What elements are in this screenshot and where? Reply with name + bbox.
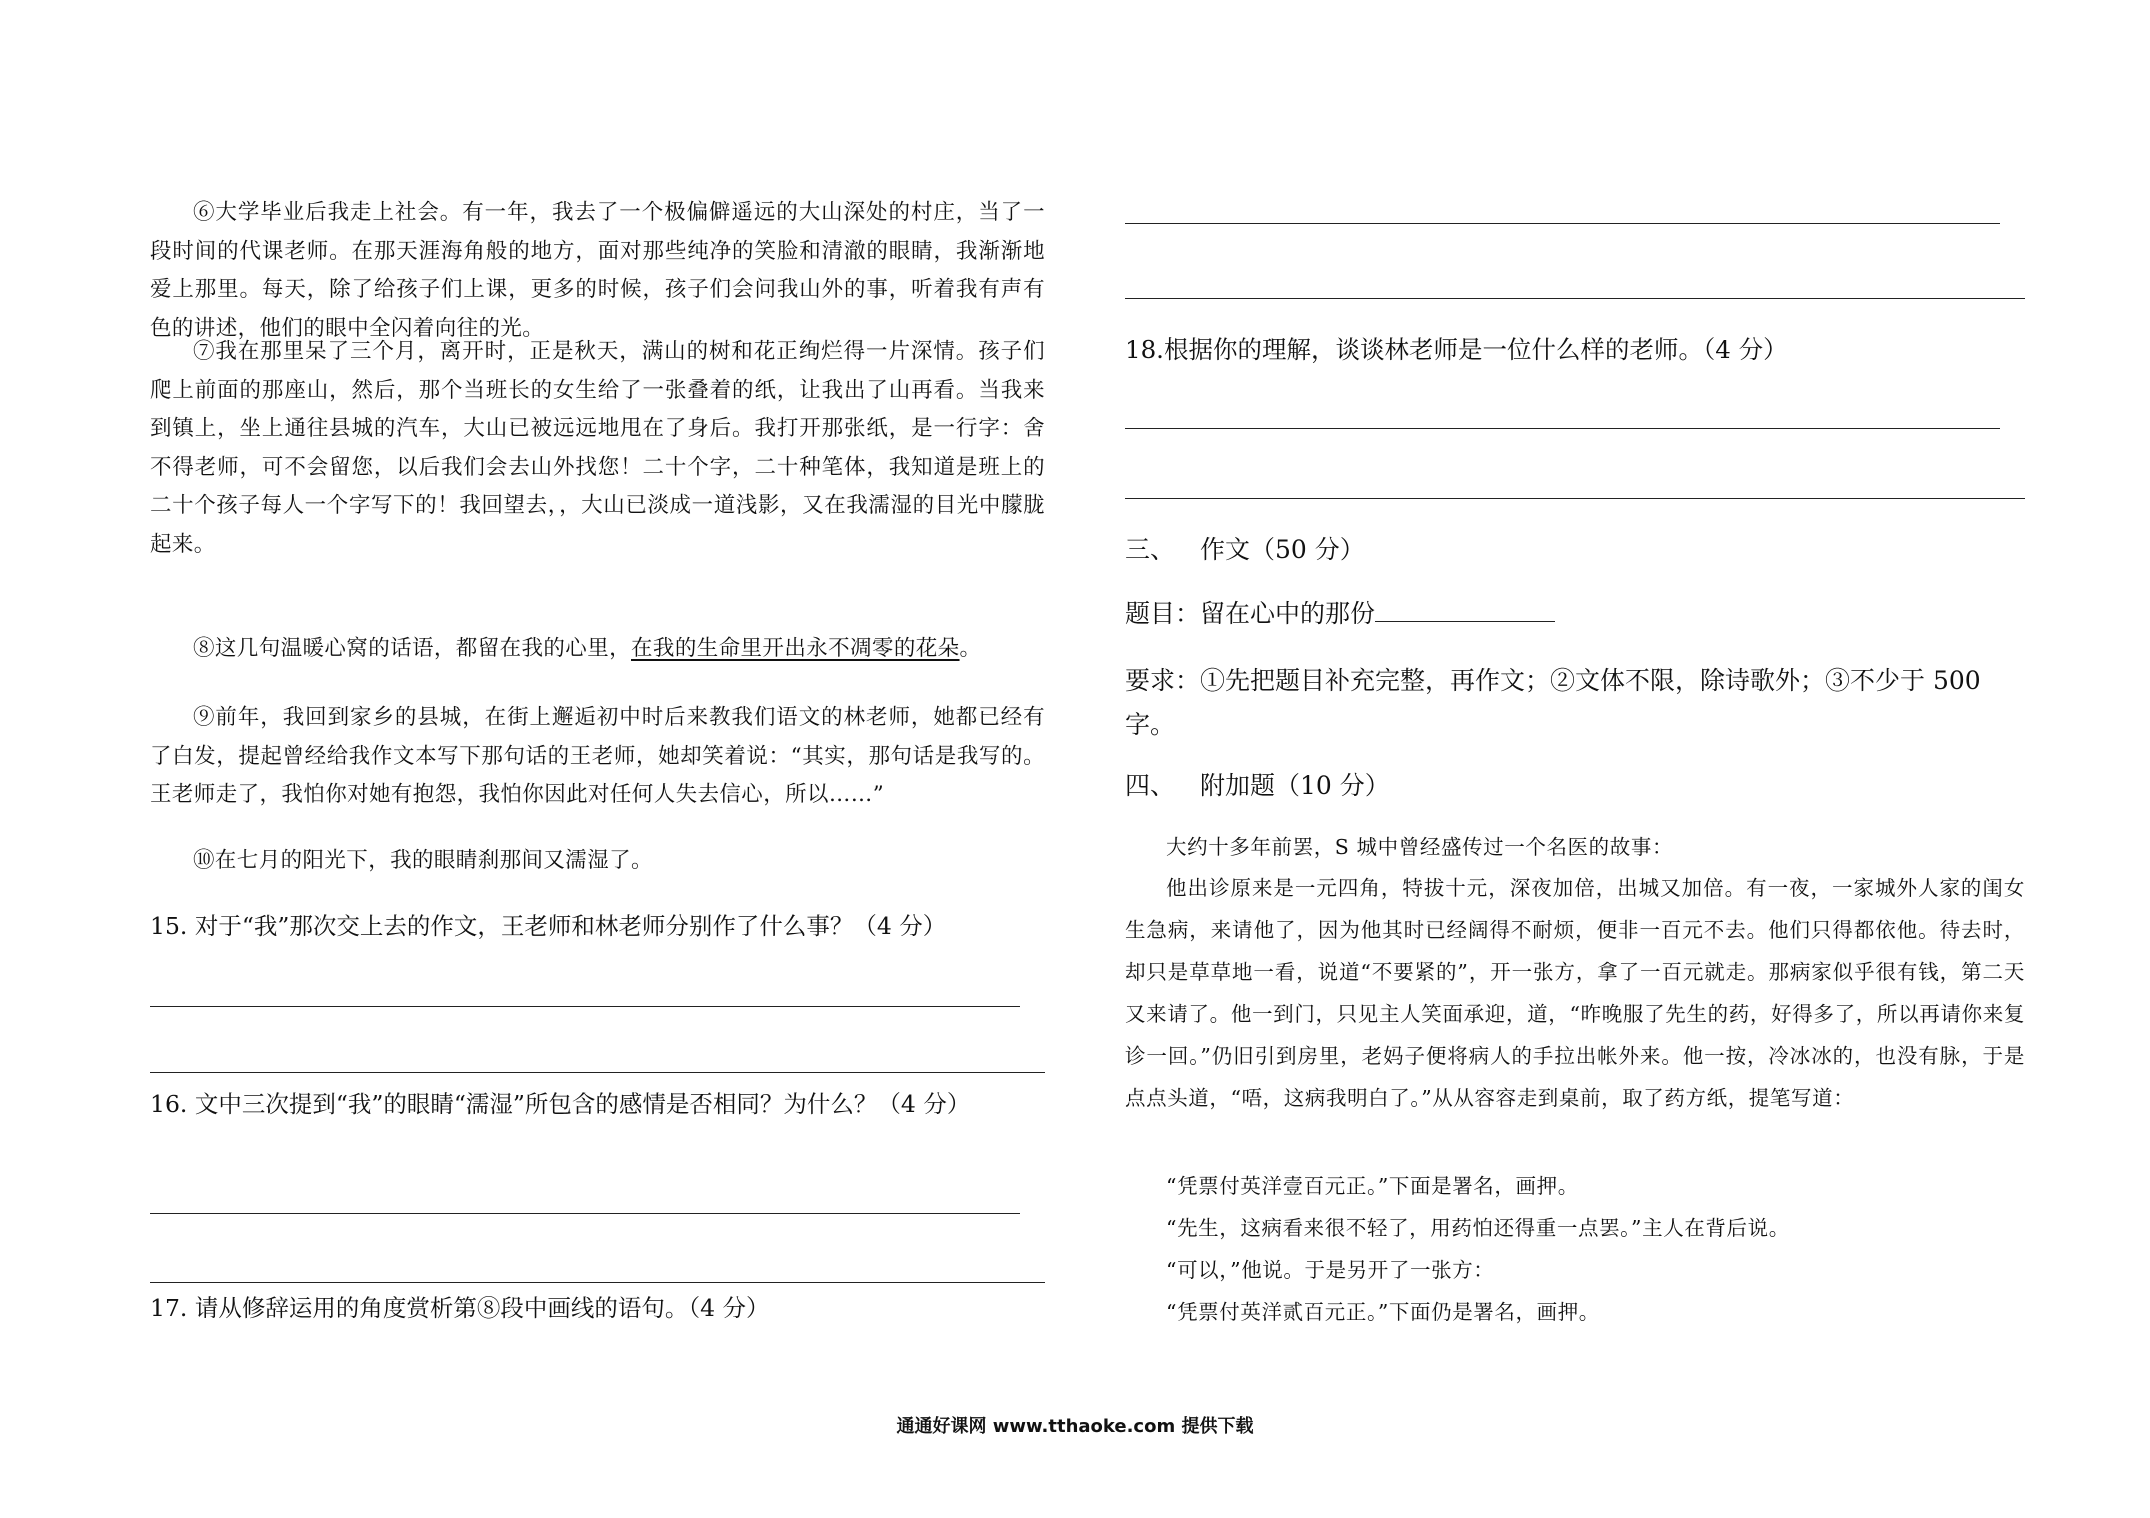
section-4-heading xyxy=(1125,769,1390,803)
answer-line-16a[interactable] xyxy=(150,1213,1020,1214)
story-paragraph-6: “凭票付英洋贰百元正。”下面仍是署名，画押。 xyxy=(1166,1300,1600,1324)
answer-line-15b[interactable] xyxy=(150,1072,1045,1073)
paragraph-6: ⑥大学毕业后我走上社会。有一年，我去了一个极偏僻遥远的大山深处的村庄，当了一段时间的代课老师。在那天涯海角般的地方，面对那些纯净的笑脸和清澈的眼睛，我渐渐地爱上那里。每天，除了给孩子们上课，更多的时候，孩子们会问我山外的事，听着我有声有色的讲述，他们的眼中全闪着向往的光。 xyxy=(150,200,1045,341)
paragraph-7: ⑦我在那里呆了三个月，离开时，正是秋天，满山的树和花正绚烂得一片深情。孩子们爬上前面的那座山，然后，那个当班长的女生给了一张叠着的纸，让我出了山再看。当我来到镇上，坐上通往县城的汽车，大山已被远远地甩在了身后。我打开那张纸，是一行字：舍不得老师，可不会留您，以后我们会去山外找您！二十个字，二十种笔体，我知道是班上的二十个孩子每人一个字写下的！我回望去，，大山已淡成一道浅影，又在我濡湿的目光中朦胧起来。 xyxy=(150,339,1045,557)
answer-line-16b[interactable] xyxy=(150,1282,1045,1283)
answer-line-17a[interactable] xyxy=(1125,223,2000,224)
footer-source: 通通好课网 www.tthaoke.com 提供下载 xyxy=(896,1416,1254,1437)
question-16: 16. 文中三次提到“我”的眼睛“濡湿”所包含的感情是否相同？为什么？（4 分） xyxy=(150,1090,971,1118)
essay-requirement: 要求：①先把题目补充完整，再作文；②文体不限，除诗歌外；③不少于 500 字。 xyxy=(1125,666,1981,739)
story-paragraph-4: “先生，这病看来很不轻了，用药怕还得重一点罢。”主人在背后说。 xyxy=(1166,1216,1790,1240)
answer-line-18b[interactable] xyxy=(1125,498,2025,499)
section-3-title: 作文（50 分） xyxy=(1200,535,1365,564)
answer-line-17b[interactable] xyxy=(1125,298,2025,299)
underlined-sentence: 在我的生命里开出永不凋零的花朵 xyxy=(631,636,960,661)
answer-line-15a[interactable] xyxy=(150,1006,1020,1007)
section-4-number: 四、 xyxy=(1125,771,1176,800)
story-paragraph-2: 他出诊原来是一元四角，特拔十元，深夜加倍，出城又加倍。有一夜，一家城外人家的闺女生急病，来请他了，因为他其时已经阔得不耐烦，便非一百元不去。他们只得都依他。待去时，却只是草草地一看，说道“不要紧的”，开一张方，拿了一百元就走。那病家似乎很有钱，第二天又来请了。他一到门，只见主人笑面承迎，道，“昨晚服了先生的药，好得多了，所以再请你来复诊一回。”仍旧引到房里，老妈子便将病人的手拉出帐外来。他一按，冷冰冰的，也没有脉，于是点点头道，“唔，这病我明白了。”从从容容走到桌前，取了药方纸，提笔写道： xyxy=(1125,876,2025,1110)
section-3-heading xyxy=(1125,533,1365,567)
story-paragraph-5: “可以，”他说。于是另开了一张方： xyxy=(1166,1258,1495,1282)
paragraph-9: ⑨前年，我回到家乡的县城，在街上邂逅初中时后来教我们语文的林老师，她都已经有了白发，提起曾经给我作文本写下那句话的王老师，她却笑着说：“其实，那句话是我写的。王老师走了，我怕你对她有抱怨，我怕你因此对任何人失去信心，所以……” xyxy=(150,705,1045,807)
section-4-title: 附加题（10 分） xyxy=(1200,771,1390,800)
paragraph-8-text: ⑧这几句温暖心窝的话语，都留在我的心里， xyxy=(193,636,632,661)
essay-topic-text: 题目：留在心中的那份 xyxy=(1125,599,1376,628)
essay-topic-blank[interactable] xyxy=(1375,597,1555,622)
story-paragraph-1: 大约十多年前罢，S 城中曾经盛传过一个名医的故事： xyxy=(1166,835,1674,859)
section-3-number: 三、 xyxy=(1125,535,1176,564)
story-paragraph-3: “凭票付英洋壹百元正。”下面是署名，画押。 xyxy=(1166,1174,1579,1198)
question-17: 17. 请从修辞运用的角度赏析第⑧段中画线的语句。（4 分） xyxy=(150,1294,770,1322)
paragraph-10: ⑩在七月的阳光下，我的眼睛刹那间又濡湿了。 xyxy=(193,848,653,873)
question-18: 18.根据你的理解，谈谈林老师是一位什么样的老师。（4 分） xyxy=(1125,335,1788,364)
question-15: 15. 对于“我”那次交上去的作文，王老师和林老师分别作了什么事？（4 分） xyxy=(150,912,947,940)
answer-line-18a[interactable] xyxy=(1125,428,2000,429)
essay-topic xyxy=(1125,597,1555,631)
paragraph-8-end: 。 xyxy=(959,636,982,661)
paragraph-8 xyxy=(150,630,1045,669)
